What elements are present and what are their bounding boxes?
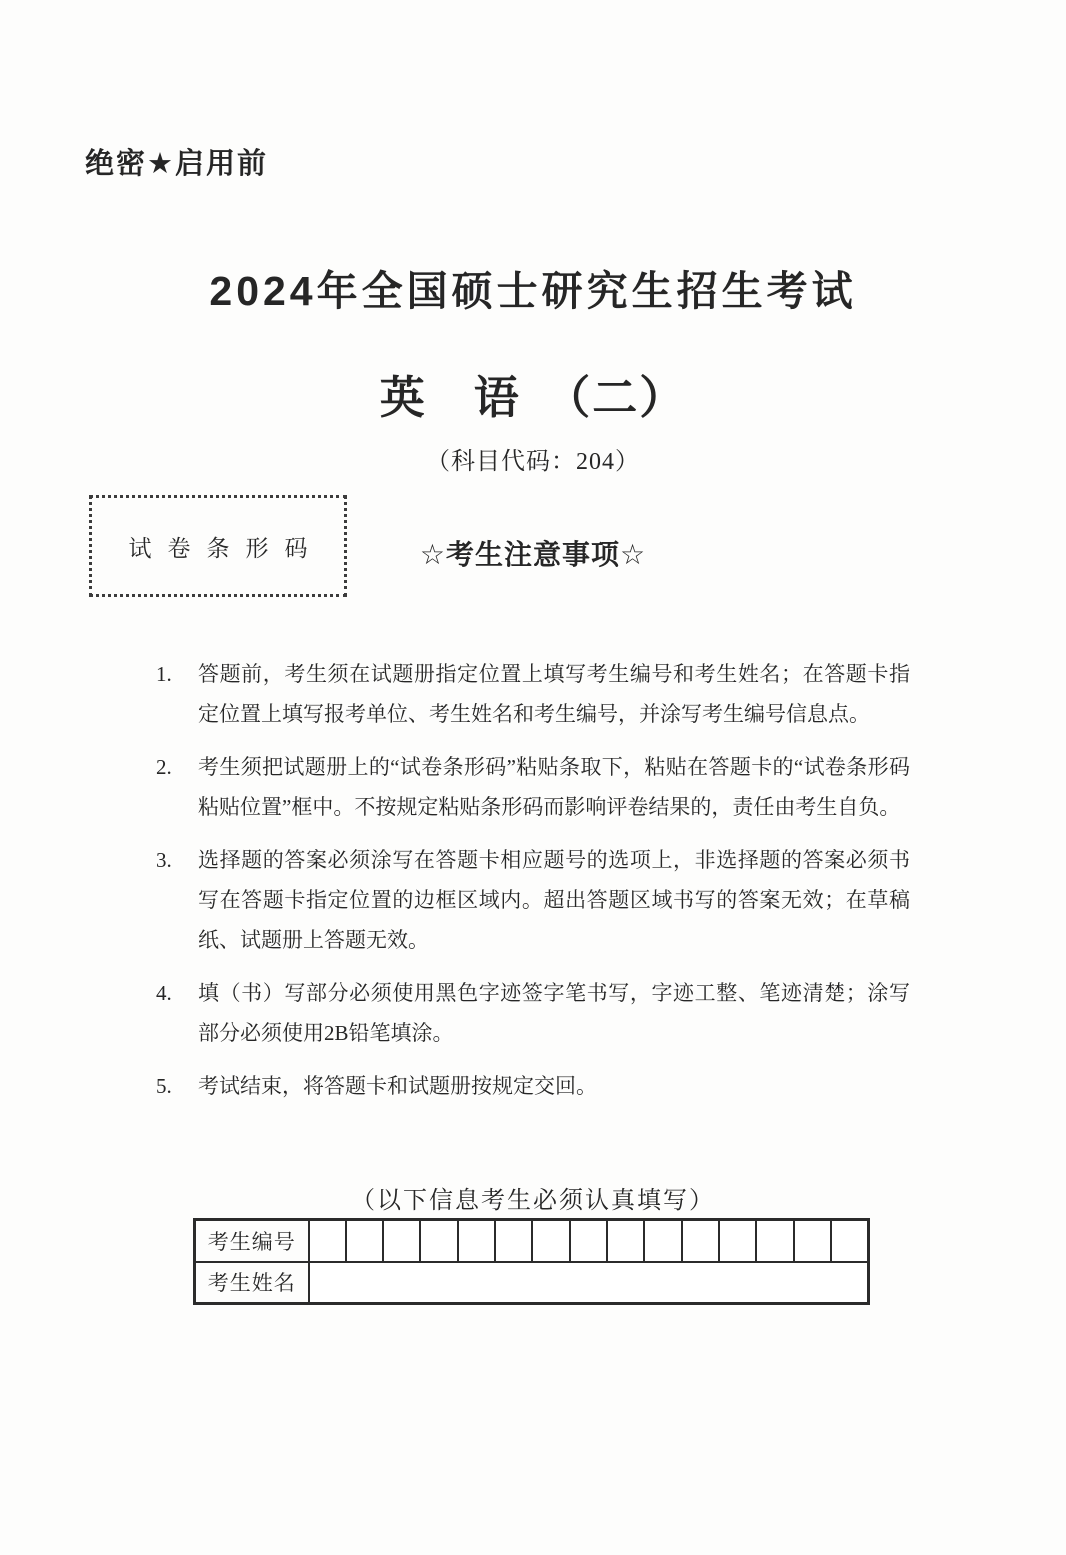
candidate-number-cell (309, 1220, 346, 1262)
secrecy-label: 绝密★启用前 (85, 148, 268, 180)
instruction-item-2 (156, 747, 910, 827)
candidate-number-cell (831, 1220, 868, 1262)
instruction-number: 5. (156, 1074, 172, 1098)
candidate-name-row (195, 1262, 869, 1304)
candidate-number-cell (495, 1220, 532, 1262)
instruction-item-3 (156, 840, 910, 960)
candidate-number-label: 考生编号 (195, 1220, 309, 1262)
subject-code: （科目代码：204） (426, 449, 640, 475)
candidate-number-cell (644, 1220, 681, 1262)
candidate-number-cell (383, 1220, 420, 1262)
instruction-text: 选择题的答案必须涂写在答题卡相应题号的选项上，非选择题的答案必须书写在答题卡指定位置的边框区域内。超出答题区域书写的答案无效；在草稿纸、试题册上答题无效。 (198, 848, 910, 952)
candidate-number-cell (346, 1220, 383, 1262)
instruction-number: 1. (156, 662, 172, 686)
instruction-item-4 (156, 973, 910, 1053)
instruction-text: 填（书）写部分必须使用黑色字迹签字笔书写，字迹工整、笔迹清楚；涂写部分必须使用2B铅笔填涂。 (198, 981, 910, 1045)
instructions-list (156, 654, 910, 1119)
instruction-text: 答题前，考生须在试题册指定位置上填写考生编号和考生姓名；在答题卡指定位置上填写报考单位、考生姓名和考生编号，并涂写考生编号信息点。 (198, 662, 910, 726)
candidate-number-cell (794, 1220, 831, 1262)
instruction-item-5 (156, 1066, 910, 1106)
candidate-number-row (195, 1220, 869, 1262)
fill-notice: （以下信息考生必须认真填写） (351, 1188, 715, 1214)
candidate-number-cell (607, 1220, 644, 1262)
candidate-info-table (193, 1218, 870, 1305)
instruction-number: 3. (156, 848, 172, 872)
candidate-number-cell (756, 1220, 793, 1262)
instruction-number: 4. (156, 981, 172, 1005)
instruction-number: 2. (156, 755, 172, 779)
candidate-name-cell (309, 1262, 869, 1304)
candidate-number-cell (458, 1220, 495, 1262)
barcode-box-label: 试卷条形码 (128, 535, 324, 561)
candidate-number-cell (420, 1220, 457, 1262)
subject-title: 英 语 （二） (379, 372, 687, 423)
instruction-text: 考试结束，将答题卡和试题册按规定交回。 (198, 1074, 597, 1098)
candidate-number-cell (719, 1220, 756, 1262)
instruction-item-1 (156, 654, 910, 734)
exam-title: 2024年全国硕士研究生招生考试 (209, 268, 857, 314)
candidate-number-cell (532, 1220, 569, 1262)
candidate-number-cell (682, 1220, 719, 1262)
candidate-name-label: 考生姓名 (195, 1262, 309, 1304)
candidate-notice-title: ☆考生注意事项☆ (419, 539, 647, 570)
instruction-text: 考生须把试题册上的“试卷条形码”粘贴条取下，粘贴在答题卡的“试卷条形码粘贴位置”框中。不按规定粘贴条形码而影响评卷结果的，责任由考生自负。 (198, 755, 910, 819)
candidate-number-cell (570, 1220, 607, 1262)
